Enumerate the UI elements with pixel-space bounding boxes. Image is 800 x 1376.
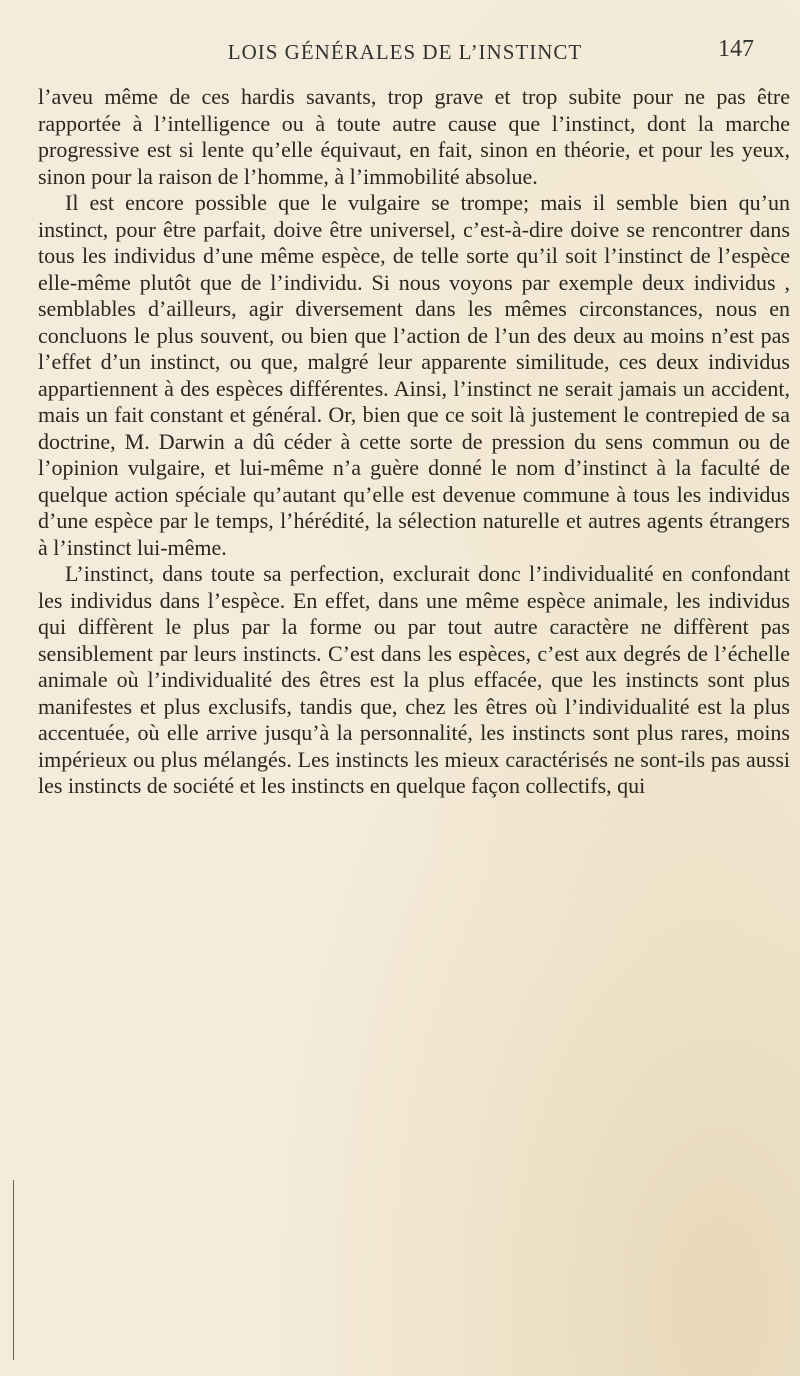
paragraph-3: L’instinct, dans toute sa perfection, exclurait donc l’individualité en confondant les individus dans l’espèce. En effet, dans une même espèce animale, les individus qui diffèrent le plus par la forme ou par tout autre caractère ne diffèrent pas sensiblement par leurs instincts. C’est dans les espèces, c’est aux degrés de l’échelle animale où l’individualité des êtres est la plus effacée, que les instincts sont plus manifestes et plus exclusifs, tandis que, chez les êtres où l’individualité est la plus accentuée, où elle arrive jusqu’à la personnalité, les instincts sont plus rares, moins impérieux ou plus mélangés. Les instincts les mieux caractérisés ne sont-ils pas aussi les instincts de société et les instincts en quelque façon collectifs, qui <box>38 561 790 798</box>
page-number: 147 <box>718 36 754 62</box>
body-text <box>38 84 790 800</box>
page-edge-line <box>13 1180 14 1360</box>
paragraph-1: l’aveu même de ces hardis savants, trop grave et trop subite pour ne pas être rapportée à l’intelligence ou à toute autre cause que l’instinct, dont la marche progressive est si lente qu’elle équivaut, en fait, sinon en théorie, et pour les yeux, sinon pour la raison de l’homme, à l’immobilité absolue. <box>38 84 790 189</box>
running-title: LOIS GÉNÉRALES DE L’INSTINCT <box>227 40 583 64</box>
paragraph-2: Il est encore possible que le vulgaire se trompe; mais il semble bien qu’un instinct, pour être parfait, doive être universel, c’est-à-dire doive se rencontrer dans tous les individus d’une même espèce, de telle sorte qu’il soit l’instinct de l’espèce elle-même plutôt que de l’individu. Si nous voyons par exemple deux individus , semblables d’ailleurs, agir diversement dans les mêmes circonstances, nous en concluons le plus souvent, ou bien que l’action de l’un des deux au moins n’est pas l’effet d’un instinct, ou que, malgré leur apparente similitude, ces deux individus appartiennent à des espèces différentes. Ainsi, l’instinct ne serait jamais un accident, mais un fait constant et général. Or, bien que ce soit là justement le contrepied de sa doctrine, M. Darwin a dû céder à cette sorte de pression du sens commun ou de l’opinion vulgaire, et lui-même n’a guère donné le nom d’instinct à la faculté de quelque action spéciale qu’autant qu’elle est devenue commune à tous les individus d’une espèce par le temps, l’hérédité, la sélection naturelle et autres agents étrangers à l’instinct lui-même. <box>38 190 790 560</box>
